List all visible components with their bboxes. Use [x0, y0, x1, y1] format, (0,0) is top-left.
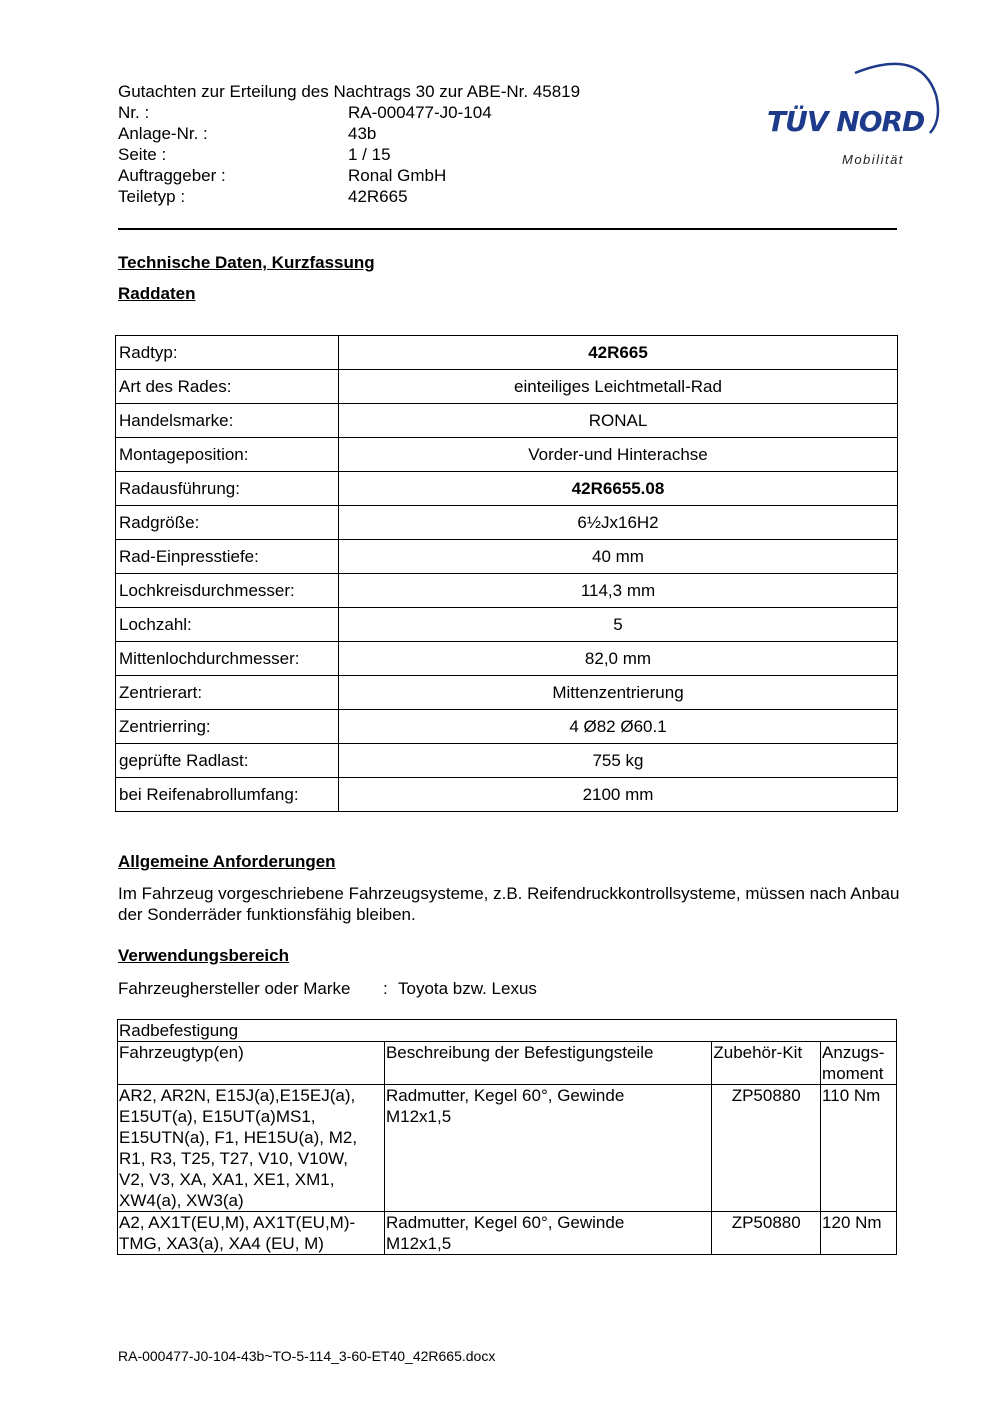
manufacturer-label: Fahrzeughersteller oder Marke — [118, 979, 351, 998]
header-label: Seite : — [118, 145, 167, 164]
property-label: Art des Rades: — [116, 370, 339, 404]
header-value: 43b — [348, 124, 377, 143]
vehicle-types-cell: AR2, AR2N, E15J(a),E15EJ(a), E15UT(a), E15UT(a)MS1, E15UTN(a), F1, HE15U(a), M2, R1, R3, T25, T27, V10, V10W, V2, V3, XA, XA1, XE1, XM1, XW4(a), XW3(a) — [118, 1085, 385, 1212]
table-row — [116, 336, 898, 370]
property-label: Lochkreisdurchmesser: — [116, 574, 339, 608]
manufacturer-value: Toyota bzw. Lexus — [398, 979, 537, 998]
property-label: Mittenlochdurchmesser: — [116, 642, 339, 676]
table-row — [116, 608, 898, 642]
torque-cell: 120 Nm — [821, 1212, 897, 1255]
property-label: Radgröße: — [116, 506, 339, 540]
property-label: Radtyp: — [116, 336, 339, 370]
general-requirements-text: Im Fahrzeug vorgeschriebene Fahrzeugsysteme, z.B. Reifendruckkontrollsysteme, müssen nach Anbau der Sonderräder funktionsfähig bleiben. — [118, 884, 900, 924]
property-label: geprüfte Radlast: — [116, 744, 339, 778]
tuev-nord-logo — [760, 55, 940, 175]
property-value: 6½Jx16H2 — [339, 506, 898, 540]
property-value: einteiliges Leichtmetall-Rad — [339, 370, 898, 404]
property-label: Handelsmarke: — [116, 404, 339, 438]
property-label: Zentrierart: — [116, 676, 339, 710]
header-label: Nr. : — [118, 103, 150, 122]
manufacturer-line — [118, 978, 908, 999]
property-value: RONAL — [339, 404, 898, 438]
section-heading-tech: Technische Daten, Kurzfassung — [118, 253, 375, 272]
table-row — [116, 574, 898, 608]
header-label: Teiletyp : — [118, 187, 186, 206]
header-value: Ronal GmbH — [348, 166, 447, 185]
manufacturer-separator: : — [383, 979, 388, 998]
header-row-teiletyp — [118, 186, 408, 207]
property-value: 82,0 mm — [339, 642, 898, 676]
header-divider — [118, 228, 897, 230]
property-value: 42R665 — [339, 336, 898, 370]
fastener-description-cell: Radmutter, Kegel 60°, Gewinde M12x1,5 — [384, 1212, 711, 1255]
header-label: Anlage-Nr. : — [118, 124, 208, 143]
table-row — [116, 540, 898, 574]
accessory-kit-cell: ZP50880 — [712, 1212, 821, 1255]
table-row — [118, 1212, 897, 1255]
section-heading-usage: Verwendungsbereich — [118, 946, 289, 965]
table-row — [116, 506, 898, 540]
property-value: 2100 mm — [339, 778, 898, 812]
header-row-auftraggeber — [118, 165, 446, 186]
table-row — [116, 778, 898, 812]
header-value: RA-000477-J0-104 — [348, 103, 492, 122]
table-row — [116, 642, 898, 676]
property-label: Radausführung: — [116, 472, 339, 506]
table-row — [116, 710, 898, 744]
header-row-anlage — [118, 123, 376, 144]
table-row — [116, 370, 898, 404]
table-row — [116, 438, 898, 472]
property-value: 114,3 mm — [339, 574, 898, 608]
header-value: 1 / 15 — [348, 145, 391, 164]
section-heading-general: Allgemeine Anforderungen — [118, 852, 336, 871]
table-row — [116, 404, 898, 438]
property-value: 755 kg — [339, 744, 898, 778]
column-header: Zubehör-Kit — [712, 1042, 821, 1085]
table-header-row — [118, 1042, 897, 1085]
column-header: Fahrzeugtyp(en) — [118, 1042, 385, 1085]
wheel-data-table — [115, 335, 898, 812]
table-row — [118, 1085, 897, 1212]
fastener-description-cell: Radmutter, Kegel 60°, Gewinde M12x1,5 — [384, 1085, 711, 1212]
vehicle-types-cell: A2, AX1T(EU,M), AX1T(EU,M)- TMG, XA3(a), XA4 (EU, M) — [118, 1212, 385, 1255]
column-header: Anzugs- moment — [821, 1042, 897, 1085]
property-value: 4 Ø82 Ø60.1 — [339, 710, 898, 744]
property-label: Rad-Einpresstiefe: — [116, 540, 339, 574]
property-value: Vorder-und Hinterachse — [339, 438, 898, 472]
table-row — [116, 744, 898, 778]
wheel-mounting-table — [117, 1019, 897, 1255]
logo-subtitle: Mobilität — [842, 152, 904, 167]
header-row-seite — [118, 144, 391, 165]
column-header: Beschreibung der Befestigungsteile — [384, 1042, 711, 1085]
header-label: Auftraggeber : — [118, 166, 226, 185]
property-label: Lochzahl: — [116, 608, 339, 642]
property-label: Zentrierring: — [116, 710, 339, 744]
accessory-kit-cell: ZP50880 — [712, 1085, 821, 1212]
torque-cell: 110 Nm — [821, 1085, 897, 1212]
property-value: Mittenzentrierung — [339, 676, 898, 710]
property-label: Montageposition: — [116, 438, 339, 472]
table-row — [116, 676, 898, 710]
logo-brand-text: TÜV NORD — [767, 105, 925, 138]
property-value: 40 mm — [339, 540, 898, 574]
table-caption: Radbefestigung — [118, 1020, 897, 1042]
footer-filename: RA-000477-J0-104-43b~TO-5-114_3-60-ET40_42R665.docx — [118, 1348, 496, 1364]
property-label: bei Reifenabrollumfang: — [116, 778, 339, 812]
table-row — [116, 472, 898, 506]
header-value: 42R665 — [348, 187, 408, 206]
property-value: 5 — [339, 608, 898, 642]
section-heading-raddaten: Raddaten — [118, 284, 196, 303]
document-title: Gutachten zur Erteilung des Nachtrags 30 zur ABE-Nr. 45819 — [118, 82, 581, 101]
table-caption-row — [118, 1020, 897, 1042]
property-value: 42R6655.08 — [339, 472, 898, 506]
header-row-nr — [118, 102, 492, 123]
